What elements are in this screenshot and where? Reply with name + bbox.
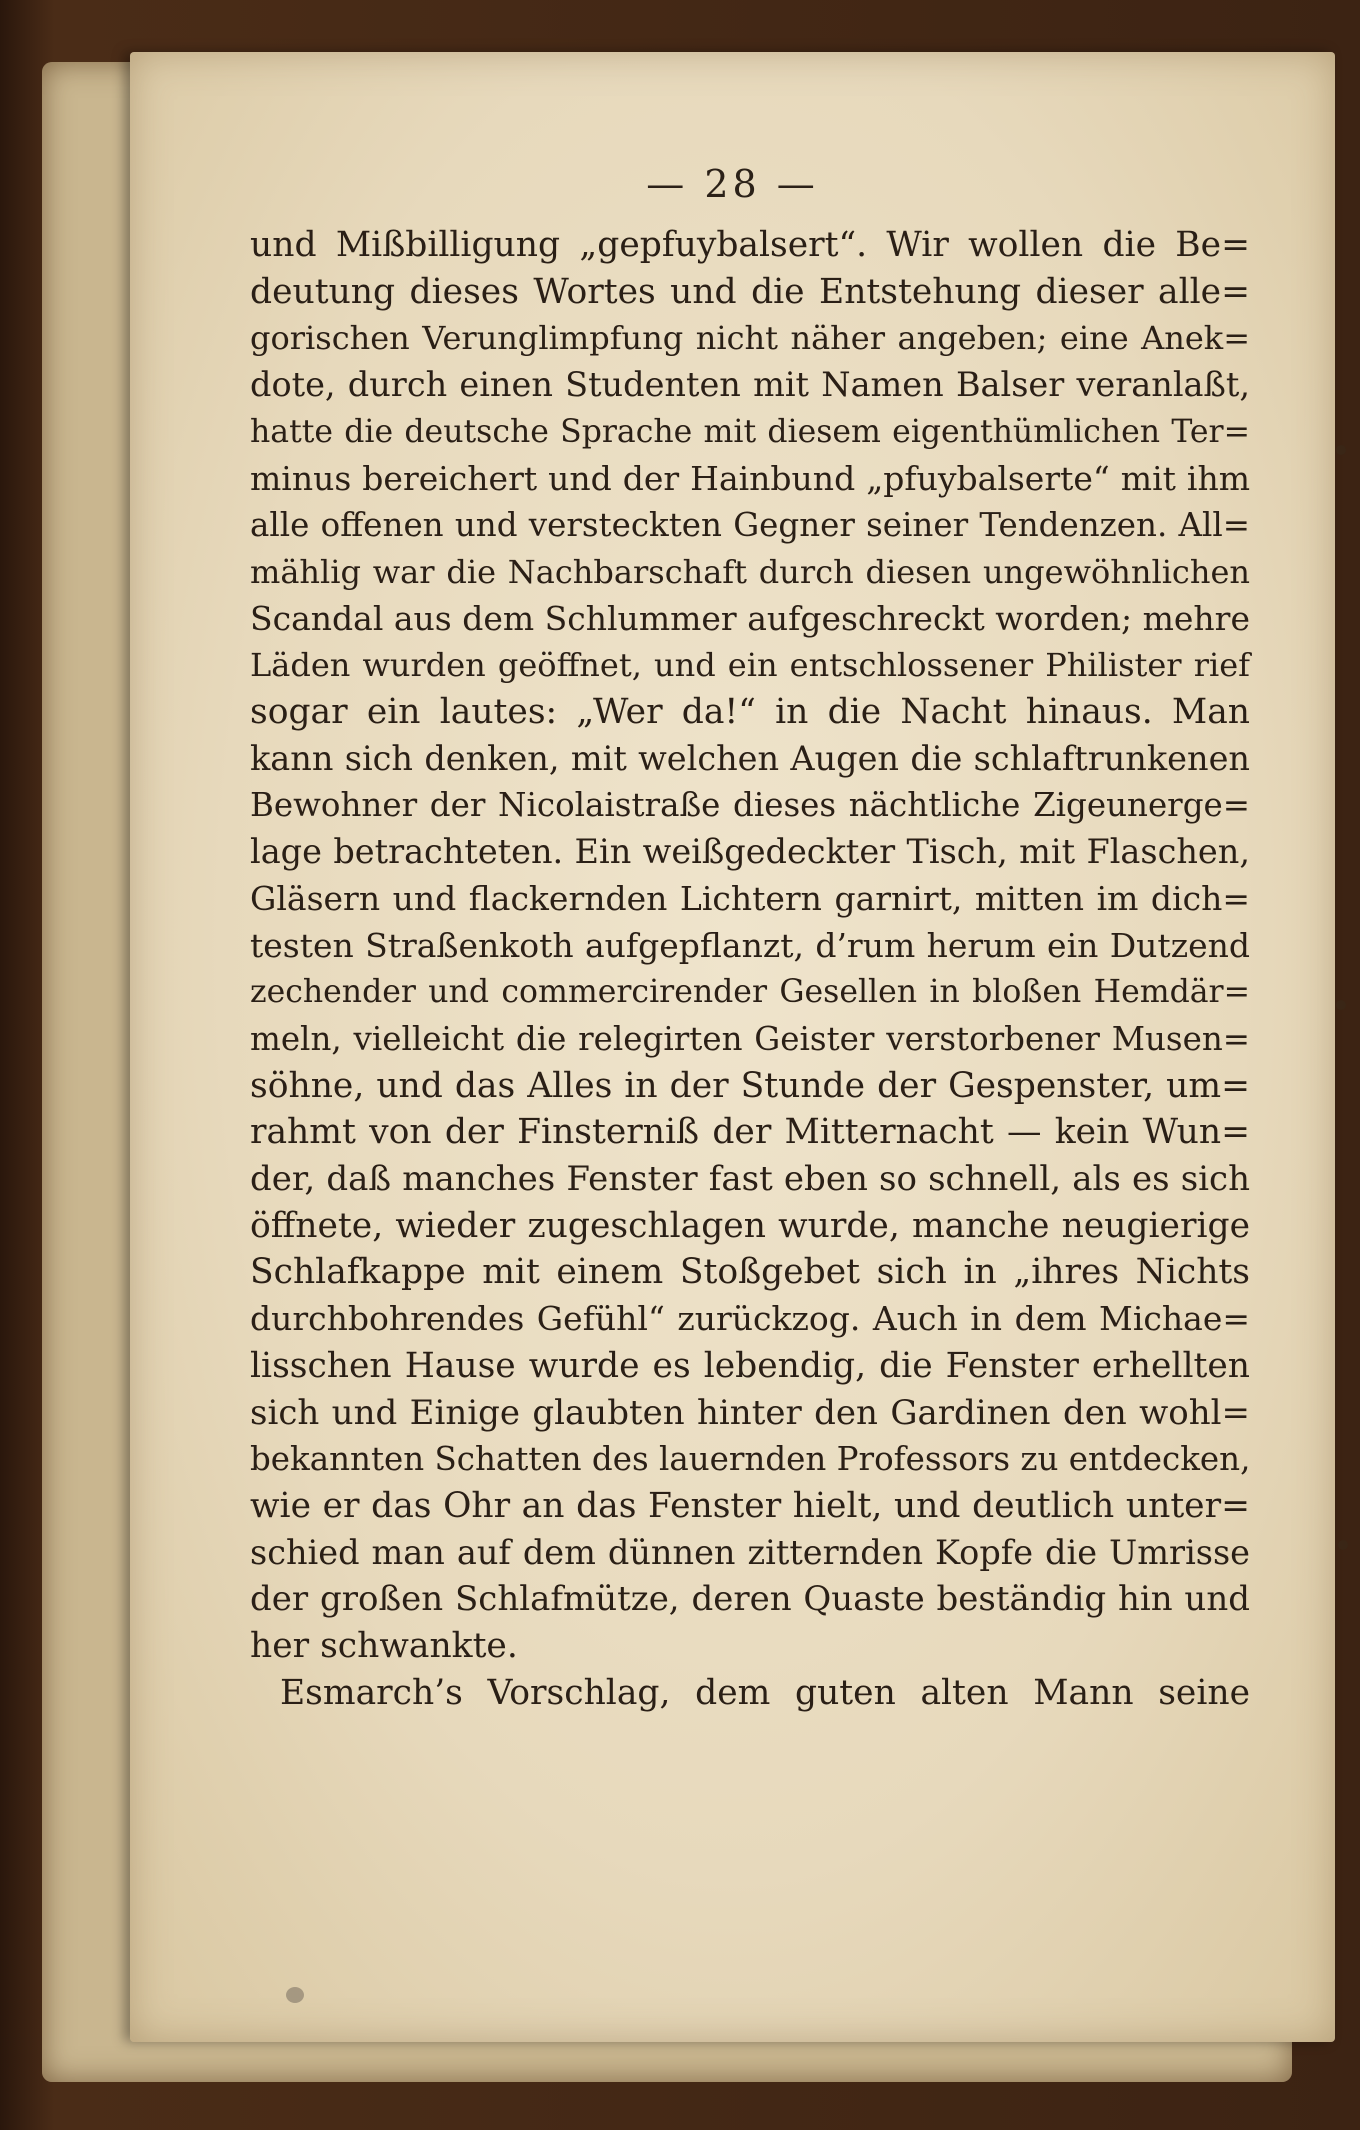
book-page <box>130 52 1335 2042</box>
text-line: bekannten Schatten des lauernden Professors zu entdecken, <box>250 1440 1251 1479</box>
text-line: sogar ein lautes: „Wer da!“ in die Nacht hinaus. Man <box>250 692 1250 733</box>
text-line: Gläsern und flackernden Lichtern garnirt, mitten im dich= <box>250 878 1250 918</box>
text-line: testen Straßenkoth aufgepflanzt, d’rum herum ein Dutzend <box>250 925 1250 965</box>
paragraph-start-line: Esmarch’s Vorschlag, dem guten alten Mann seine <box>280 1672 1250 1713</box>
page-number: — 28 — <box>646 162 819 206</box>
text-line: lage betrachteten. Ein weißgedeckter Tisch, mit Flaschen, <box>250 832 1250 872</box>
paragraph-end-line: her schwankte. <box>250 1626 518 1667</box>
text-line: kann sich denken, mit welchen Augen die schlaftrunkenen <box>250 738 1250 778</box>
text-line: Bewohner der Nicolaistraße dieses nächtliche Zigeunerge= <box>250 786 1250 825</box>
text-line: dote, durch einen Studenten mit Namen Balser veranlaßt, <box>250 365 1250 405</box>
text-line: meln, vielleicht die relegirten Geister verstorbener Musen= <box>250 1019 1250 1058</box>
text-line: deutung dieses Wortes und die Entstehung dieser alle= <box>250 271 1250 312</box>
text-line: söhne, und das Alles in der Stunde der Gespenster, um= <box>250 1065 1250 1106</box>
text-line: alle offenen und versteckten Gegner seiner Tendenzen. All= <box>250 506 1250 545</box>
text-line: zechender und commercirender Gesellen in bloßen Hemdär= <box>250 974 1250 1011</box>
text-line: gorischen Verunglimpfung nicht näher angeben; eine Anek= <box>250 319 1250 358</box>
text-line: Scandal aus dem Schlummer aufgeschreckt worden; mehre <box>250 598 1250 638</box>
text-line: minus bereichert und der Hainbund „pfuybalserte“ mit ihm <box>250 458 1250 498</box>
text-line: hatte die deutsche Sprache mit diesem eigenthümlichen Ter= <box>250 413 1250 450</box>
text-line: durchbohrendes Gefühl“ zurückzog. Auch in dem Michae= <box>250 1299 1250 1339</box>
text-line: und Mißbilligung „gepfuybalsert“. Wir wollen die Be= <box>250 225 1250 265</box>
page-edge-mark <box>1336 1000 1346 1010</box>
page-edge-mark <box>1336 445 1346 455</box>
text-line: rahmt von der Finsterniß der Mitternacht — kein Wun= <box>250 1112 1250 1153</box>
text-line: öffnete, wieder zugeschlagen wurde, manche neugierige <box>250 1205 1250 1246</box>
text-line: wie er das Ohr an das Fenster hielt, und deutlich unter= <box>250 1485 1250 1526</box>
text-line: mählig war die Nachbarschaft durch diesen ungewöhnlichen <box>250 552 1250 591</box>
text-line: Läden wurden geöffnet, und ein entschlossener Philister rief <box>250 646 1250 685</box>
text-line: der großen Schlafmütze, deren Quaste beständig hin und <box>250 1579 1250 1620</box>
text-line: sich und Einige glaubten hinter den Gardinen den wohl= <box>250 1392 1250 1433</box>
text-line: Schlafkappe mit einem Stoßgebet sich in „ihres Nichts <box>250 1252 1250 1293</box>
text-line: lisschen Hause wurde es lebendig, die Fenster erhellten <box>250 1345 1250 1386</box>
paper-stain <box>286 1987 304 2003</box>
body-text <box>250 222 1250 1717</box>
text-line: der, daß manches Fenster fast eben so schnell, als es sich <box>250 1159 1250 1200</box>
text-line: schied man auf dem dünnen zitternden Kopfe die Umrisse <box>250 1532 1250 1572</box>
page-edge-mark <box>1338 1540 1348 1550</box>
